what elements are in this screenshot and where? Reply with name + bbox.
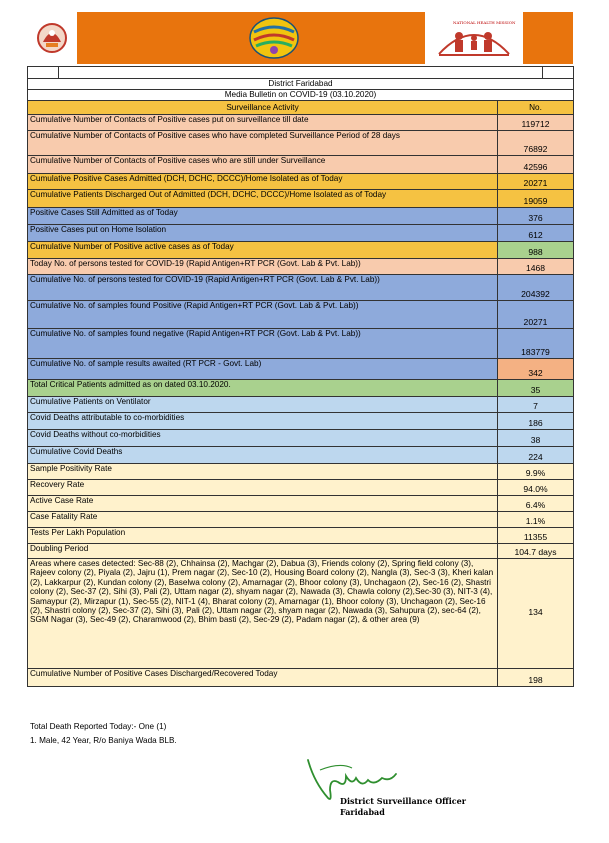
activity-label: Areas where cases detected: Sec-88 (2), Chhainsa (2), Machgar (2), Dabua (3), Friends colony (2), Spring field colony (3), Rajeev colony (2), Piyala (2), Jajru (1), Prem nagar (2), Sec-10 (2), Housing Board colony (2), Nangla (3), Sec-3 (3), Kheri kalan (2), Lakkarpur (2), Kundan colony (2), Baselwa colony (2), Amarnagar (2), Bhoor colony (3), Unchagaon (2), Sec-16 (2), Shastri colony (2), Sec-37 (2), Sihi (3), Pali (2), Uttam nagar (2), shyam nagar (2), Nawada (3), Chawla colony (2),Sec-30 (3), NIT-3 (4), Samaypur (2), Mirzapur (1), Sec-55 (2), NIT-1 (4), Bharat colony (2), Amarnagar (1), Bhoor colony (3), Unchagaon (2), Sec-16 (2), Shastri colony (2), Sec-37 (2), Sihi (3), Pali (2), Uttam nagar (2), shyam nagar (2), Nawada (3), Sahupura (2), sec-64 (2), SGM Nagar (3), Sec-49 (2), Charamwood (2), Bhim basti (2), Sec-29 (2), Padam nagar (2), & other area (9) [28,559,498,669]
activity-value: 204392 [498,275,574,301]
table-row [28,447,574,464]
bulletin-title: Media Bulletin on COVID-19 (03.10.2020) [28,90,574,101]
bulletin-table [27,66,574,687]
activity-label: Sample Positivity Rate [28,464,498,480]
activity-value: 19059 [498,190,574,208]
globe-icon [248,16,300,60]
death-detail: 1. Male, 42 Year, R/o Baniya Wada BLB. [30,736,177,745]
table-row [28,329,574,359]
table-row [28,669,574,687]
column-header-no: No. [498,101,574,115]
table-row [28,559,574,669]
table-row [28,359,574,380]
activity-value: 224 [498,447,574,464]
globe-emblem-logo [248,16,300,60]
table-row [28,544,574,559]
officer-title: District Surveillance Officer [340,796,466,806]
table-row [28,496,574,512]
activity-label: Positive Cases Still Admitted as of Today [28,208,498,225]
activity-label: Active Case Rate [28,496,498,512]
table-row [28,190,574,208]
table-row [28,528,574,544]
activity-label: Today No. of persons tested for COVID-19 (Rapid Antigen+RT PCR (Govt. Lab & Pvt. Lab)) [28,259,498,275]
table-row [28,115,574,131]
activity-value: 119712 [498,115,574,131]
activity-value: 376 [498,208,574,225]
activity-label: Cumulative No. of samples found negative (Rapid Antigen+RT PCR (Govt. Lab & Pvt. Lab)) [28,329,498,359]
table-row [28,430,574,447]
activity-value: 94.0% [498,480,574,496]
activity-label: Positive Cases put on Home Isolation [28,225,498,242]
health-mission-logo [425,12,523,64]
table-row [28,464,574,480]
activity-label: Cumulative Number of Positive Cases Discharged/Recovered Today [28,669,498,687]
table-row [28,242,574,259]
haryana-seal-logo [27,12,77,64]
activity-label: Recovery Rate [28,480,498,496]
table-row [28,259,574,275]
activity-value: 7 [498,397,574,413]
activity-label: Cumulative Number of Contacts of Positive cases who have completed Surveillance Period of 28 days [28,131,498,156]
activity-label: Cumulative Number of Positive active cases as of Today [28,242,498,259]
activity-value: 104.7 days [498,544,574,559]
activity-label: Covid Deaths attributable to co-morbidities [28,413,498,430]
activity-value: 35 [498,380,574,397]
activity-value: 20271 [498,301,574,329]
activity-label: Cumulative Patients on Ventilator [28,397,498,413]
activity-label: Tests Per Lakh Population [28,528,498,544]
activity-value: 76892 [498,131,574,156]
table-row [28,413,574,430]
activity-value: 183779 [498,329,574,359]
table-row [28,380,574,397]
column-header-activity: Surveillance Activity [28,101,498,115]
activity-value: 342 [498,359,574,380]
district-title: District Faridabad [28,79,574,90]
activity-label: Cumulative Covid Deaths [28,447,498,464]
activity-label: Cumulative No. of samples found Positive (Rapid Antigen+RT PCR (Govt. Lab & Pvt. Lab)) [28,301,498,329]
signature-block [340,796,466,818]
activity-label: Covid Deaths without co-morbidities [28,430,498,447]
activity-label: Cumulative Number of Contacts of Positive cases put on surveillance till date [28,115,498,131]
activity-label: Cumulative Number of Contacts of Positive cases who are still under Surveillance [28,156,498,174]
activity-value: 988 [498,242,574,259]
activity-label: Cumulative Positive Cases Admitted (DCH, DCHC, DCCC)/Home Isolated as of Today [28,174,498,190]
activity-label: Doubling Period [28,544,498,559]
activity-label: Case Fatality Rate [28,512,498,528]
activity-value: 38 [498,430,574,447]
activity-value: 186 [498,413,574,430]
table-row [28,225,574,242]
table-row [28,397,574,413]
activity-label: Cumulative Patients Discharged Out of Admitted (DCH, DCHC, DCCC)/Home Isolated as of Today [28,190,498,208]
activity-label: Cumulative No. of persons tested for COVID-19 (Rapid Antigen+RT PCR (Govt. Lab & Pvt. Lab)) [28,275,498,301]
activity-value: 42596 [498,156,574,174]
activity-value: 9.9% [498,464,574,480]
activity-value: 6.4% [498,496,574,512]
activity-value: 1.1% [498,512,574,528]
table-row [28,480,574,496]
activity-label: Total Critical Patients admitted as on dated 03.10.2020. [28,380,498,397]
table-row [28,275,574,301]
table-row [28,174,574,190]
blank-header-row [28,67,574,79]
table-row [28,131,574,156]
activity-value: 612 [498,225,574,242]
health-mission-logo-text: NATIONAL HEALTH MISSION [453,20,516,25]
table-row [28,512,574,528]
activity-value: 1468 [498,259,574,275]
activity-value: 198 [498,669,574,687]
table-row [28,301,574,329]
haryana-seal-icon [27,12,77,64]
table-row [28,208,574,225]
table-row [28,156,574,174]
activity-value: 134 [498,559,574,669]
activity-label: Cumulative No. of sample results awaited (RT PCR - Govt. Lab) [28,359,498,380]
activity-value: 11355 [498,528,574,544]
officer-place: Faridabad [340,807,385,817]
activity-value: 20271 [498,174,574,190]
death-summary: Total Death Reported Today:- One (1) [30,722,167,731]
